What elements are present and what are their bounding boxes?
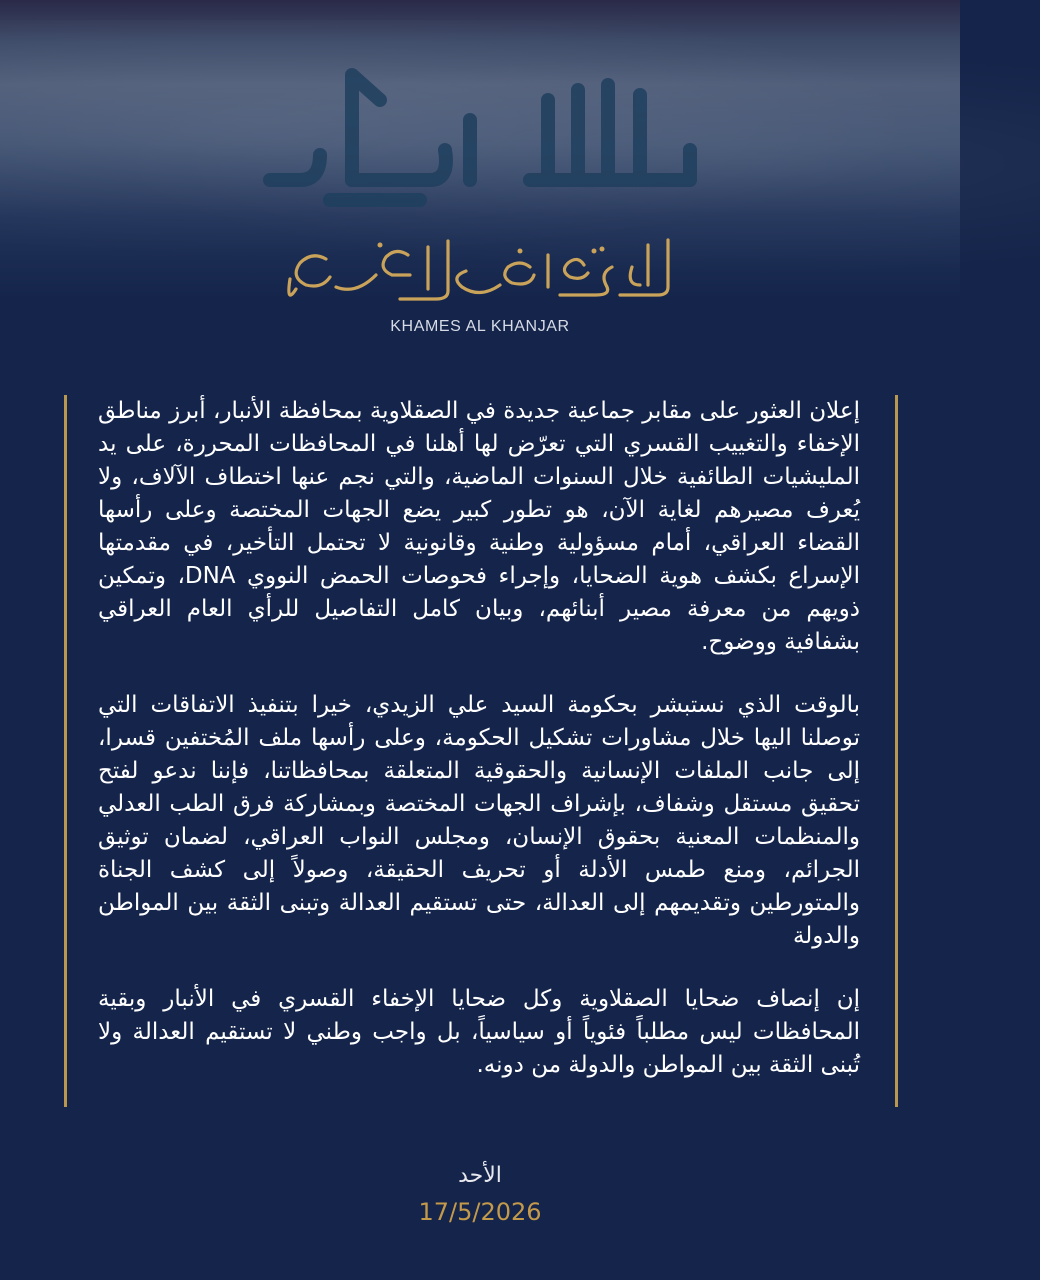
statement-paragraph-1: إعلان العثور على مقابر جماعية جديدة في الصقلاوية بمحافظة الأنبار، أبرز مناطق الإخفاء والتغييب القسري التي تعرّض لها أهلنا في المحافظات المحررة، على يد المليشيات الطائفية خلال السنوات الماضية، والتي نجم عنها اختطاف الآلاف، ولا يُعرف مصيرهم لغاية الآن، هو تطور كبير يضع الجهات المختصة وعلى رأسها القضاء العراقي، أمام مسؤولية وطنية وقانونية لا تحتمل التأخير، في مقدمتها الإسراع بكشف هوية الضحايا، وإجراء فحوصات الحمض النووي DNA، وتمكين ذويهم من معرفة مصير أبنائهم، وبيان كامل التفاصيل للرأي العام العراقي بشفافية ووضوح. — [98, 398, 860, 655]
statement-frame — [64, 395, 898, 1107]
frame-right-rule — [895, 395, 898, 1107]
name-latin: KHAMES AL KHANJAR — [390, 318, 570, 335]
statement-paragraph-3: إن إنصاف ضحايا الصقلاوية وكل ضحايا الإخفاء القسري في الأنبار وبقية المحافظات ليس مطلباً فئوياً أو سياسياً، بل واجب وطني لا تستقيم العدالة ولا تُبنى الثقة بين المواطن والدولة من دونه. — [98, 986, 860, 1078]
frame-left-rule — [64, 395, 67, 1107]
flag-banner — [0, 0, 960, 335]
statement-day: الأحد — [458, 1163, 502, 1188]
calligraphy-signature-icon — [0, 215, 960, 310]
statement-body — [98, 395, 860, 1112]
statement-date: 17/5/2026 — [418, 1198, 542, 1226]
statement-paragraph-2: بالوقت الذي نستبشر بحكومة السيد علي الزيدي، خيرا بتنفيذ الاتفاقات التي توصلنا اليها خلال مشاورات تشكيل الحكومة، وعلى رأسها ملف المُختفين قسرا، إلى جانب الملفات الإنسانية والحقوقية المتعلقة بمحافظاتنا، فإننا ندعو لفتح تحقيق مستقل وشفاف، بإشراف الجهات المختصة وبمشاركة فرق الطب العدلي والمنظمات المعنية بحقوق الإنسان، ومجلس النواب العراقي، لضمان توثيق الجرائم، ومنع طمس الأدلة أو تحريف الحقيقة، وصولاً إلى كشف الجناة والمتورطين وتقديمهم إلى العدالة، حتى تستقيم العدالة وتبنى الثقة بين المواطن والدولة — [98, 692, 860, 949]
flag-takbir-script — [0, 30, 960, 230]
